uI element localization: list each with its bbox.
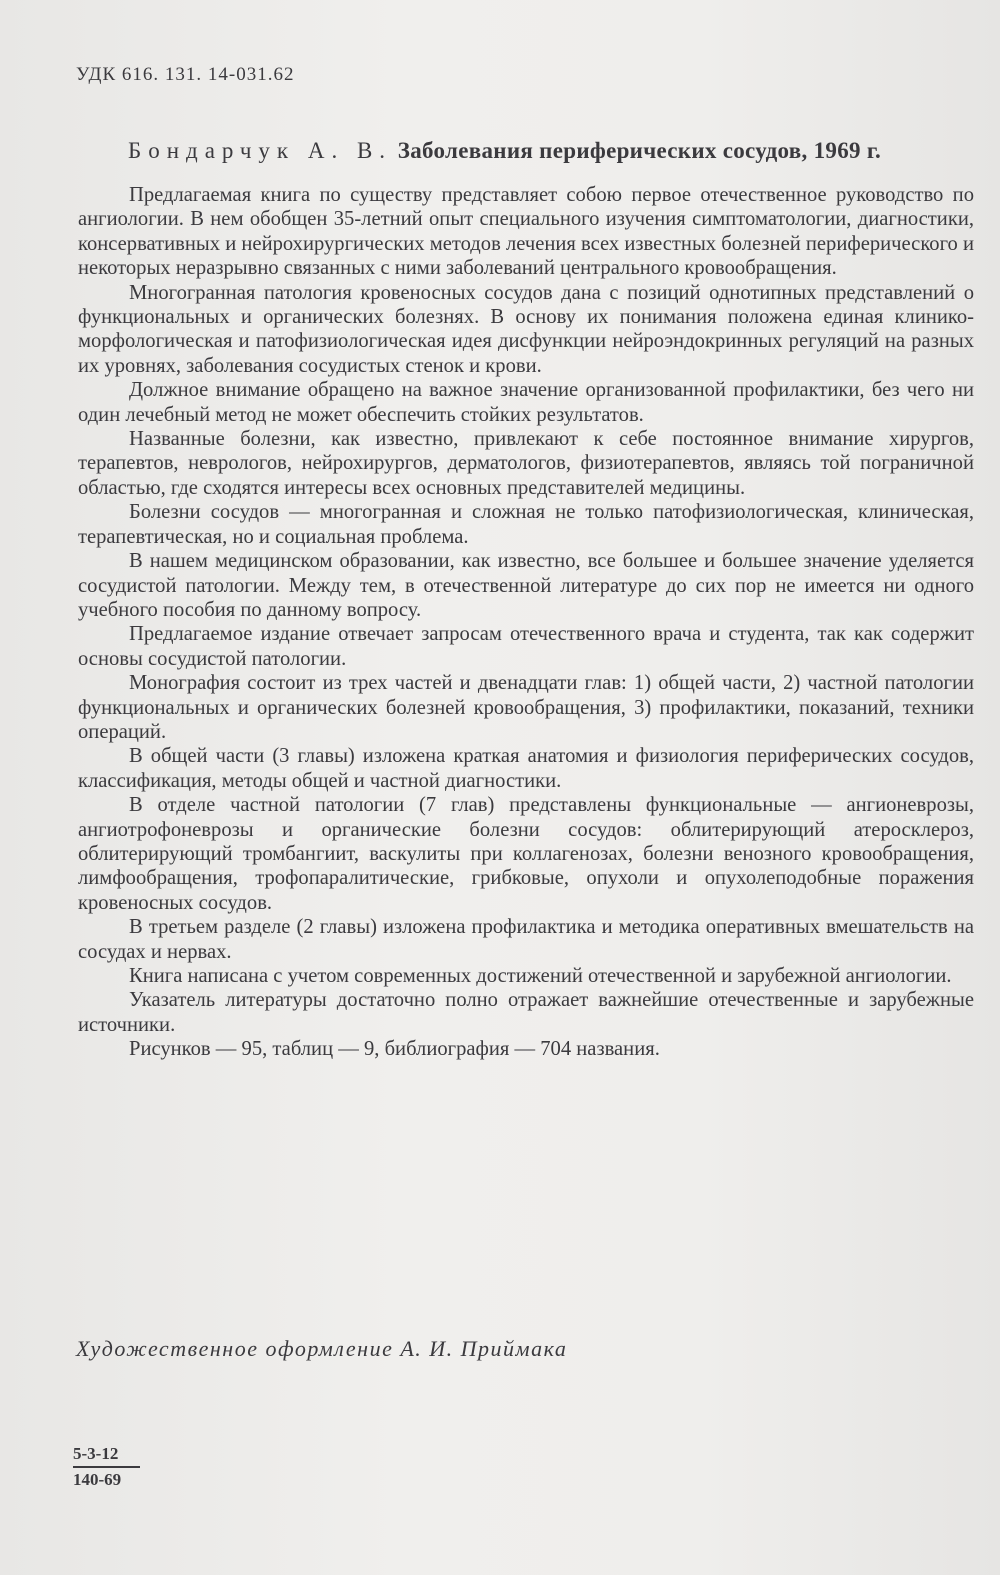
design-credit: Художественное оформление А. И. Приймака [76,1336,568,1361]
book-title: Заболевания периферических сосудов, 1969 г. [397,138,882,163]
paragraph: В третьем разделе (2 главы) изложена профилактика и методика оперативных вмешательств на сосудах и нервах. [78,916,974,963]
udk-code: УДК 616. 131. 14-031.62 [76,64,295,85]
code-denominator: 140-69 [73,1470,122,1489]
paragraph: Многогранная патология кровеносных сосудов дана с позиций однотипных представлений о функциональных и органических болезнях. В основу их понимания положена единая клинико-морфологическая и патофизиологическая идея дисфункции нейроэндокринных регуляций на разных их уровнях, заболевания сосудистых стенок и крови. [78,281,974,377]
paragraph: Предлагаемое издание отвечает запросам отечественного врача и студента, так как содержит основы сосудистой патологии. [78,623,974,670]
annotation-text [78,183,974,1062]
paragraph: В отделе частной патологии (7 глав) представлены функциональные — ангионеврозы, ангиотрофоневрозы и органические болезни сосудов: облитерирующий атеросклероз, облитерирующий тромбангиит, васкулиты при коллагенозах, болезни венозного кровообращения, лимфообращения, трофопаралитические, грибковые, опухоли и опухолеподобные поражения кровеносных сосудов. [78,794,974,914]
code-numerator: 5-3-12 [73,1442,140,1468]
paragraph: В нашем медицинском образовании, как известно, все большее и большее значение уделяется сосудистой патологии. Между тем, в отечественной литературе до сих пор не имеется ни одного учебного пособия по данному вопросу. [78,550,974,621]
paragraph: В общей части (3 главы) изложена краткая анатомия и физиология периферических сосудов, классификация, методы общей и частной диагностики. [78,745,974,792]
publication-code [73,1442,140,1492]
book-heading [128,138,978,164]
paragraph: Должное внимание обращено на важное значение организованной профилактики, без чего ни один лечебный метод не может обеспечить стойких результатов. [78,379,974,426]
paragraph: Монография состоит из трех частей и двенадцати глав: 1) общей части, 2) частной патологии функциональных и органических болезней кровообращения, 3) профилактики, показаний, техники операций. [78,672,974,743]
paragraph: Указатель литературы достаточно полно отражает важнейшие отечественные и зарубежные источники. [78,989,974,1036]
paragraph: Названные болезни, как известно, привлекают к себе постоянное внимание хирургов, терапевтов, неврологов, нейрохирургов, дерматологов, физиотерапевтов, являясь той пограничной областью, где сходятся интересы всех основных представителей медицины. [78,428,974,499]
paragraph: Предлагаемая книга по существу представляет собою первое отечественное руководство по ангиологии. В нем обобщен 35-летний опыт специального изучения симптоматологии, диагностики, консервативных и нейрохирургических методов лечения всех известных болезней периферического и некоторых неразрывно связанных с ними заболеваний центрального кровообращения. [78,184,974,280]
author-name: Бондарчук А. В. [128,138,393,163]
paragraph: Рисунков — 95, таблиц — 9, библиография — 704 названия. [129,1038,660,1061]
paragraph: Книга написана с учетом современных достижений отечественной и зарубежной ангиологии. [129,965,952,987]
paragraph: Болезни сосудов — многогранная и сложная не только патофизиологическая, клиническая, терапевтическая, но и социальная проблема. [78,501,974,548]
